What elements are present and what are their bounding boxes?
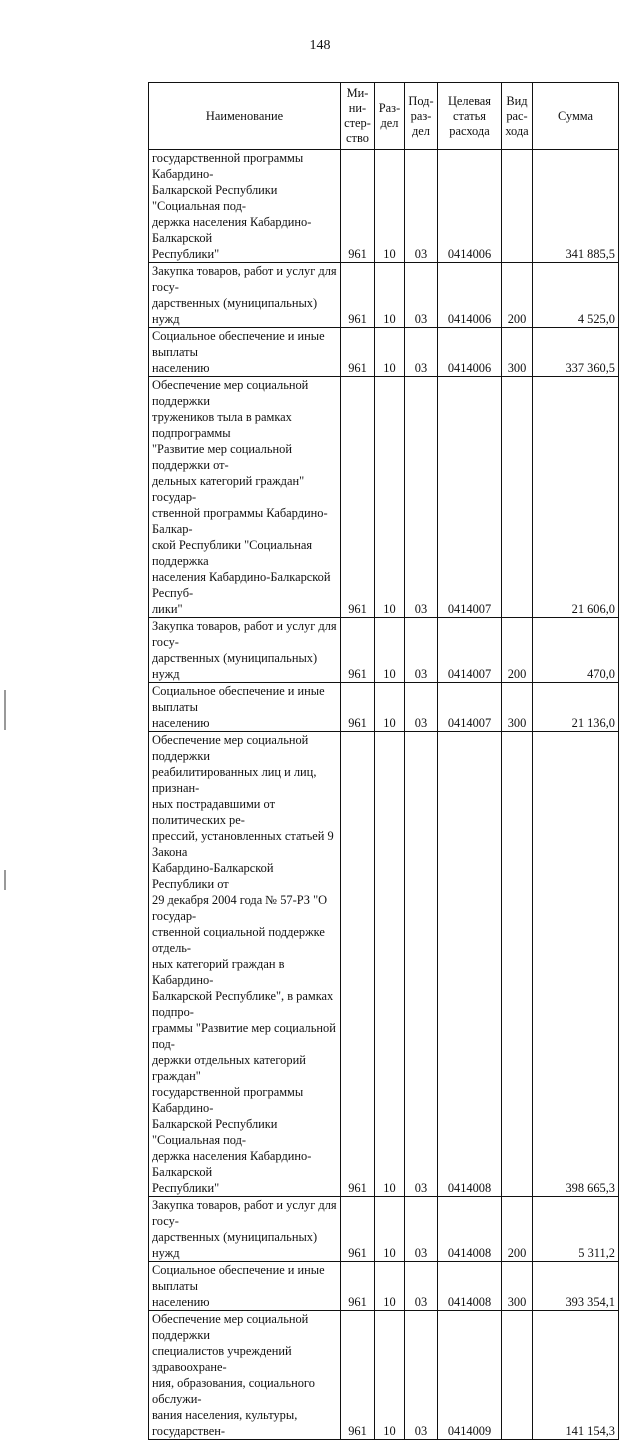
row-name-line: держка населения Кабардино-Балкарской: [152, 1149, 312, 1179]
row-name: [149, 328, 341, 377]
header-subsection: Под- раз- дел: [405, 83, 438, 150]
row-name-line: лики": [152, 602, 183, 616]
row-section: 10: [375, 150, 405, 263]
row-name-line: Закупка товаров, работ и услуг для госу-: [152, 1198, 337, 1228]
table-row: [149, 1311, 619, 1440]
row-type: 200: [502, 1197, 533, 1262]
row-ministry: 961: [341, 1262, 375, 1311]
row-name-line: Кабардино-Балкарской Республики от: [152, 861, 274, 891]
row-name-line: населению: [152, 716, 210, 730]
row-name-line: Социальное обеспечение и иные выплаты: [152, 1263, 325, 1293]
row-name: [149, 1311, 341, 1440]
row-name-line: граммы "Развитие мер социальной под-: [152, 1021, 336, 1051]
row-target: 0414007: [438, 377, 502, 618]
row-name-line: ской Республики "Социальная поддержка: [152, 538, 313, 568]
row-subsection: 03: [405, 618, 438, 683]
row-ministry: 961: [341, 1197, 375, 1262]
row-name-line: Обеспечение мер социальной поддержки: [152, 378, 309, 408]
row-ministry: 961: [341, 150, 375, 263]
row-sum: 393 354,1: [533, 1262, 619, 1311]
row-name-line: Республики": [152, 1181, 220, 1195]
row-type: 300: [502, 328, 533, 377]
row-name-line: ственной социальной поддержке отдель-: [152, 925, 325, 955]
row-subsection: 03: [405, 150, 438, 263]
row-section: 10: [375, 328, 405, 377]
row-type: [502, 1311, 533, 1440]
row-name-line: Балкарской Республики "Социальная под-: [152, 183, 278, 213]
row-name-line: дарственных (муниципальных) нужд: [152, 1230, 318, 1260]
row-name-line: Закупка товаров, работ и услуг для госу-: [152, 619, 337, 649]
table-row: [149, 328, 619, 377]
table-row: [149, 263, 619, 328]
scan-edge-mark: [4, 690, 6, 730]
row-section: 10: [375, 683, 405, 732]
row-ministry: 961: [341, 732, 375, 1197]
table-row: [149, 683, 619, 732]
table-row: [149, 732, 619, 1197]
row-subsection: 03: [405, 377, 438, 618]
row-section: 10: [375, 618, 405, 683]
table-row: [149, 150, 619, 263]
row-name: [149, 150, 341, 263]
row-subsection: 03: [405, 263, 438, 328]
row-name-line: дарственных (муниципальных) нужд: [152, 651, 318, 681]
table-row: [149, 618, 619, 683]
row-ministry: 961: [341, 618, 375, 683]
header-ministry: Ми- ни- стер- ство: [341, 83, 375, 150]
row-target: 0414008: [438, 1262, 502, 1311]
row-name-line: ственной программы Кабардино-Балкар-: [152, 506, 328, 536]
row-sum: 21 136,0: [533, 683, 619, 732]
row-subsection: 03: [405, 328, 438, 377]
table-body: [149, 150, 619, 1440]
row-name-line: Балкарской Республики "Социальная под-: [152, 1117, 278, 1147]
row-type: [502, 732, 533, 1197]
row-subsection: 03: [405, 1311, 438, 1440]
row-type: 200: [502, 263, 533, 328]
row-type: 300: [502, 1262, 533, 1311]
row-subsection: 03: [405, 732, 438, 1197]
row-name-line: ния, образования, социального обслужи-: [152, 1376, 315, 1406]
row-name-line: Обеспечение мер социальной поддержки: [152, 1312, 309, 1342]
table-row: [149, 377, 619, 618]
table-row: [149, 1197, 619, 1262]
row-name-line: прессий, установленных статьей 9 Закона: [152, 829, 334, 859]
header-name: Наименование: [149, 83, 341, 150]
header-row: [149, 83, 619, 150]
row-sum: 141 154,3: [533, 1311, 619, 1440]
row-type: [502, 377, 533, 618]
row-name-line: населению: [152, 1295, 210, 1309]
row-name-line: Балкарской Республике", в рамках подпро-: [152, 989, 334, 1019]
row-name: [149, 377, 341, 618]
row-name-line: Социальное обеспечение и иные выплаты: [152, 684, 325, 714]
row-section: 10: [375, 377, 405, 618]
row-sum: 341 885,5: [533, 150, 619, 263]
row-name-line: Закупка товаров, работ и услуг для госу-: [152, 264, 337, 294]
row-name-line: вания населения, культуры, государствен-: [152, 1408, 298, 1438]
row-section: 10: [375, 1197, 405, 1262]
row-name-line: государственной программы Кабардино-: [152, 1085, 304, 1115]
row-target: 0414007: [438, 683, 502, 732]
row-target: 0414006: [438, 150, 502, 263]
row-name-line: ных пострадавшими от политических ре-: [152, 797, 275, 827]
row-sum: 398 665,3: [533, 732, 619, 1197]
row-name: [149, 618, 341, 683]
scan-edge-mark: [4, 870, 6, 890]
row-name-line: держка населения Кабардино-Балкарской: [152, 215, 312, 245]
row-name: [149, 263, 341, 328]
row-subsection: 03: [405, 683, 438, 732]
row-target: 0414006: [438, 328, 502, 377]
header-sum: Сумма: [533, 83, 619, 150]
row-name-line: держки отдельных категорий граждан": [152, 1053, 306, 1083]
row-section: 10: [375, 263, 405, 328]
row-subsection: 03: [405, 1262, 438, 1311]
row-sum: 5 311,2: [533, 1197, 619, 1262]
row-subsection: 03: [405, 1197, 438, 1262]
row-ministry: 961: [341, 683, 375, 732]
row-name-line: дарственных (муниципальных) нужд: [152, 296, 318, 326]
row-target: 0414006: [438, 263, 502, 328]
row-name-line: населения Кабардино-Балкарской Респуб-: [152, 570, 331, 600]
row-name-line: дельных категорий граждан" государ-: [152, 474, 305, 504]
row-ministry: 961: [341, 263, 375, 328]
row-name-line: Социальное обеспечение и иные выплаты: [152, 329, 325, 359]
row-section: 10: [375, 1262, 405, 1311]
row-target: 0414008: [438, 1197, 502, 1262]
row-section: 10: [375, 1311, 405, 1440]
row-type: [502, 150, 533, 263]
row-ministry: 961: [341, 328, 375, 377]
row-name: [149, 683, 341, 732]
row-target: 0414009: [438, 1311, 502, 1440]
row-name: [149, 732, 341, 1197]
budget-table: [148, 82, 619, 1440]
row-sum: 337 360,5: [533, 328, 619, 377]
page-number: 148: [309, 38, 331, 53]
header-type: Вид рас- хода: [502, 83, 533, 150]
row-name: [149, 1262, 341, 1311]
row-name-line: тружеников тыла в рамках подпрограммы: [152, 410, 292, 440]
row-ministry: 961: [341, 377, 375, 618]
row-section: 10: [375, 732, 405, 1197]
header-section: Раз- дел: [375, 83, 405, 150]
row-name-line: ных категорий граждан в Кабардино-: [152, 957, 285, 987]
row-target: 0414007: [438, 618, 502, 683]
row-name-line: реабилитированных лиц и лиц, признан-: [152, 765, 317, 795]
row-name-line: 29 декабря 2004 года № 57-РЗ "О государ-: [152, 893, 328, 923]
row-type: 300: [502, 683, 533, 732]
row-ministry: 961: [341, 1311, 375, 1440]
row-name-line: Республики": [152, 247, 220, 261]
row-type: 200: [502, 618, 533, 683]
row-sum: 470,0: [533, 618, 619, 683]
row-sum: 4 525,0: [533, 263, 619, 328]
row-name: [149, 1197, 341, 1262]
row-name-line: Обеспечение мер социальной поддержки: [152, 733, 309, 763]
row-name-line: специалистов учреждений здравоохране-: [152, 1344, 292, 1374]
table-row: [149, 1262, 619, 1311]
row-name-line: "Развитие мер социальной поддержки от-: [152, 442, 292, 472]
row-name-line: населению: [152, 361, 210, 375]
row-target: 0414008: [438, 732, 502, 1197]
row-name-line: государственной программы Кабардино-: [152, 151, 304, 181]
row-sum: 21 606,0: [533, 377, 619, 618]
header-target: Целевая статья расхода: [438, 83, 502, 150]
